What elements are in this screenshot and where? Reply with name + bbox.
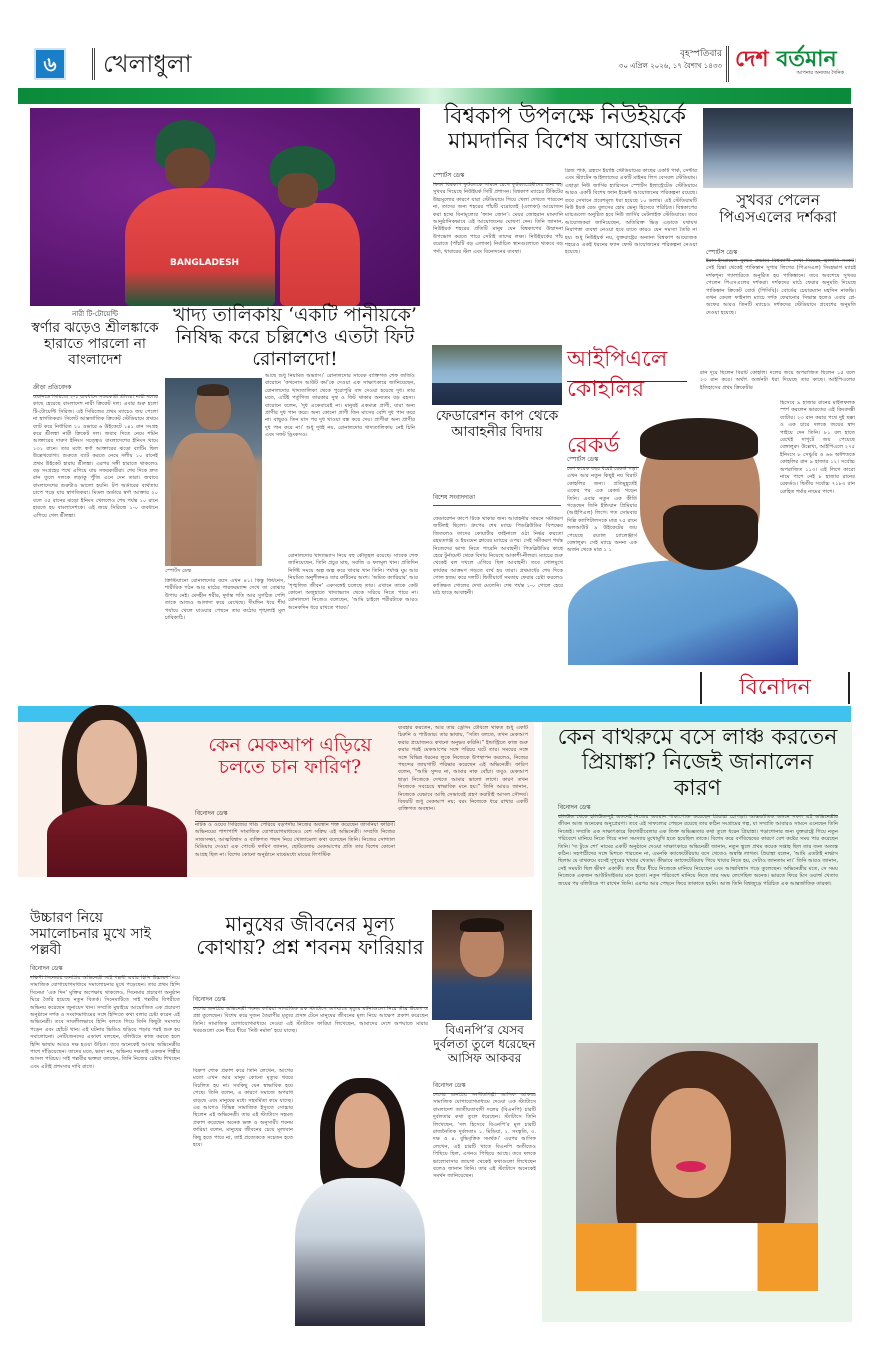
date-line: ৩০ এপ্রিল ২০২৬, ১৭ বৈশাখ ১৪৩৩ <box>618 62 722 70</box>
article-byline: বিনোদন ডেস্ক <box>558 802 838 816</box>
article-headline[interactable]: কেন মেকআপ এড়িয়ে চলতে চান ফারিণ? <box>208 734 372 778</box>
farin-photo[interactable] <box>32 685 187 877</box>
article-body: রোনালদোর খাদ্যাভ্যাস নিয়ে বহু কৌতূহল রয়েছে। সাবেক শেফ জানিয়েছেন, তিনি প্রচুর মাছ, সবজি ও ফলমূল খান। প্রতিদিন নির্দিষ্ট সময়ে অল্প অল্প করে খাবার খান তিনি। পর্যাপ্ত ঘুম আর নিয়মিত অনুশীলনও তার রুটিনের অংশ। ‘অমিত ক্যারিয়ার’ আর ‘শৃঙ্খলিত জীবন’ একসঙ্গেই চলেছে তার। এখানে তাকে কেউ কোনো অজুহাতে খাদ্যাভ্যাস থেকে সরিয়ে নিতে পারে না। রোনালদো নিজেও বলেছেন, ‘আমি চাইলে শরীরটাকে আরও অনেকদিন ধরে রাখতে পারব।’ <box>288 553 418 611</box>
article-headline-line3[interactable]: রেকর্ড <box>567 433 620 458</box>
article-body: দেশের জনপ্রিয় সংগীতশিল্পী আসিফ আকবর সামাজিক যোগাযোগমাধ্যমে দেওয়া এক স্ট্যাটাসে বাংলাদেশ জাতীয়তাবাদী দলের (বিএনপি) চারটি দুর্বলতার কথা তুলে ধরেছেন। স্ট্যাটাসে তিনি লিখেছেন, ‘দল হিসেবে বিএনপি’র মূল চারটি রাজনৈতিক দুর্বলতাঃ ১. মিডিয়া, ২. সংস্কৃতি, ৩. দক্ষ ও ৪. বুদ্ধিবৃত্তিক সমর্থক।’ এরপর আসিফ লেখেন, এই চারটি খাতে বিএনপি অতীতেও পিছিয়ে ছিল, এখনও পিছিয়ে আছে। তবে দলকে ভালোবাসার জায়গা থেকেই কথাগুলো লিখেছেন বলেও জানান তিনি। তার এই স্ট্যাটাসে অনেকেই সমর্থন জানিয়েছেন। <box>433 1092 536 1180</box>
photo-caption: স্পোর্টস ডেস্ক <box>165 568 192 574</box>
issue-date <box>619 48 722 72</box>
article-byline: স্পোর্টস ডেস্ক <box>706 247 854 261</box>
newspaper-logo[interactable] <box>735 46 850 82</box>
women-cricket-photo[interactable] <box>30 108 420 306</box>
article-body: বেশ কয়েক বছর ধরেই রেকর্ড গড়া এখন আর নতুন কিছুই নয় বিরাট কোহলির জন্য। প্রতিমুহূর্তেই একের পর এক রেকর্ড গড়েন তিনি। এবার নতুন এক কীর্তি গড়েছেন তিনি ইন্ডিয়ান প্রিমিয়ার (আইপিএল) লিগে। গত সোমবার দিল্লি ক্যাপিটালসকে মাত্র ৭৫ রানে অলআউট ৯ উইকেটের জয় পেয়েছে রয়্যাল চ্যালেঞ্জার্স বেঙ্গালুরু। সেই ম্যাচে অনন্য এক অর্জন থেকে মাত্র ১ ১ <box>567 466 637 554</box>
article-headline[interactable]: স্বর্ণার ঝড়েও শ্রীলঙ্কাকে হারাতে পারলো না বাংলাদেশ <box>31 320 159 369</box>
article-headline[interactable]: খাদ্য তালিকায় ‘একটি পানীয়কে’ নিষিদ্ধ করে চল্লিশেও এতটা ফিট রোনালদো! <box>173 304 417 370</box>
article-headline[interactable]: কেন বাথরুমে বসে লাঞ্চ করতেন প্রিয়াঙ্কা? নিজেই জানালেন কারণ <box>557 725 838 801</box>
priyanka-photo[interactable] <box>576 1043 818 1291</box>
article-byline: স্পোর্টস ডেস্ক <box>433 170 561 184</box>
article-body: বলিউড থেকে হলিউড-দুই অঙ্গনেই নিজের অবস্থান পাকাপোক্ত করেছেন প্রিয়াঙ্কা চোপড়া। আন্তর্জাতিক অঙ্গনে সফল এই অভিনেত্রীর জীবন আজ অনেকের অনুপ্রেরণা। তবে এই সাফল্যের পেছনে রয়েছে তার কঠিন সংগ্রামের গল্প, যা সম্প্রতি আবারও সামনে এনেছেন তিনি নিজেই। সম্প্রতি এক সাক্ষাৎকারে কিশোরীবেলার এক তিক্ত অভিজ্ঞতার কথা তুলে ধরেন প্রিয়াঙ্কা। পড়াশোনার জন্য যুক্তরাষ্ট্রে গিয়ে নতুন পরিবেশে মানিয়ে নিতে গিয়ে নানা সমস্যার মুখোমুখি হতে হয়েছিল তাকে। বিশেষ করে বর্ণবিদ্বেষের কারণে বেশ কষ্টের সময় পার করেছেন তিনি। ‘দ্য টুডে শো’ নামের একটি অনুষ্ঠানে দেওয়া সাক্ষাৎকারে অভিনেত্রী জানান, নতুন স্কুলে প্রথম কয়েক সপ্তাহ ছিল তার জন্য অত্যন্ত কঠিন। সহপাঠীদের সঙ্গে মিশতে পারতেন না, এমনকি ক্যাফেটেরিয়ায় বসে খেতেও অস্বস্তি লাগত। প্রিয়াঙ্কা বলেন, ‘আমি এতটাই নার্ভাস ছিলাম যে বাথরুমে বসেই দুপুরের খাবার খেতাম। কীভাবে ক্যাফেটেরিয়ায় গিয়ে খাবার নিতে হয়, সেটাও জানতাম না।’ তিনি আরও জানান, সেই সময়টা ছিল ভীষণ একাকী। তবে ধীরে ধীরে নিজেকে মানিয়ে নিয়েছেন এবং আত্মবিশ্বাস গড়ে তুলেছেন। অভিনেত্রীর মতে, সে সময় নিজেকে একজন আউটসাইডার মনে হতো। নতুন পরিবেশে মানিয়ে নিতে তার সময় লেগেছিল অনেক। ভারতে ফিরে মিস ওয়ার্ল্ড খেতাব জয়ের পর বলিউডে পা রাখেন তিনি। এরপর আর পেছনে ফিরে তাকাতে হয়নি। আজ তিনি বিশ্বজুড়ে পরিচিত এক আন্তর্জাতিক তারকা। <box>558 814 838 887</box>
article-headline[interactable]: বিশ্বকাপ উপলক্ষে নিউইয়র্কে মামদানির বিশেষ আয়োজন <box>443 104 687 155</box>
article-body: আছে শুধু নিয়মিত অভ্যাস।’ রোনালদোর সাবেক ব্যক্তিগত শেফ জর্জিও বারোনে ‘কখনোস আউট কর্ম’কে দেওয়া এক সাক্ষাৎকারে জানিয়েছেন, রোনালদোর খাদ্যতালিকা থেকে পুরোপুরি বাদ দেওয়া হয়েছে দুধ। তার মতে, এটিই পর্তুগিজ তারকার সুস্থ ও ফিট থাকার অন্যতম বড় রহস্য। বারোনে বলেন, ‘দুধ একেবারেই না। মানুষই একমাত্র প্রাণী, যারা অন্য প্রাণীর দুধ পান করে। অন্য কোনো প্রাণী তিন মাসের বেশি দুধ পান করে না। বাছুরও তিন মাস পর দুধ খাওয়া বন্ধ করে দেয়। প্রাণীরা অন্য প্রাণীর দুধ পান করে না।’ শুধু দুধই নয়, রোনালদোর খাদ্যতালিকায় নেই চিনি এবং সফট ড্রিংকসও। <box>265 373 415 439</box>
article-byline: বিনোদন ডেস্ক <box>193 994 428 1008</box>
logo-word-bortoman: বর্তমান <box>776 46 837 72</box>
page-number-badge: ৬ <box>34 48 66 80</box>
logo-tagline: আপনার অন্যতম দৈনিক <box>796 70 844 76</box>
article-body: নাটক ও ওয়েব সিরিজের গণ্ডি পেরিয়ে বড়পর্দায় নিজের অবস্থান শক্ত করেছেন তাসনিয়া ফারিণ। অভিনয়ের পাশাপাশি সামাজিক যোগাযোগমাধ্যমেও বেশ সক্রিয় এই অভিনেত্রী। সম্প্রতি নিজের সাজসজ্জা, আত্মবিশ্বাস ও ব্যক্তিগত পছন্দ নিয়ে খোলামেলা কথা বলেছেন তিনি। নিজের সোশ্যাল মিডিয়ায় দেওয়া এক পোস্টে ফারিণ জানান, ছোটবেলায় মেকআপের প্রতি তার বিশেষ কোনো আগ্রহ ছিল না। বিশেষ কোনো অনুষ্ঠানে মাঝেমধ্যে মায়ের লিপস্টিক <box>195 822 395 858</box>
article-body: বিদ্রুপ শোক প্রকাশ করে তিনি লেখেন, আগের মতো এখন আর মানুষ কোনো মৃত্যুর খবরে বিচলিত হয় না। সবকিছু যেন স্বাভাবিক হয়ে গেছে। তিনি বলেন, এ কারণে সমাজে অপরাধ বাড়ছে এবং মানুষের মধ্যে সহমর্মিতা কমে যাচ্ছে। এর আগেও বিভিন্ন সামাজিক ইস্যুতে সোচ্চার ছিলেন এই অভিনেত্রী। তার এই স্ট্যাটাসে সহমত প্রকাশ করেছেন অনেক ভক্ত ও অনুসারী। শবনম ফারিয়া বলেন, মানুষের জীবনের চেয়ে মূল্যবান কিছু হতে পারে না, তাই প্রত্যেককে সচেতন হতে হবে। <box>193 1068 293 1149</box>
weekday: বৃহস্পতিবার <box>680 49 722 59</box>
logo-word-desh: দেশ <box>735 46 769 72</box>
section-color-band <box>18 88 851 104</box>
article-headline[interactable]: উচ্চারণ নিয়ে সমালোচনার মুখে সাই পল্লবী <box>30 910 151 959</box>
section-title: খেলাধুলা <box>92 48 192 80</box>
article-byline: বিনোদন ডেস্ক <box>195 808 395 822</box>
article-body: হিসেবে ৯ হাজার রানের মাইলফলক স্পর্শ করলেন ভারতের এই কিংবদন্তী ব্যাটার। ২৩ রান করার পথে দুই ছক্কা ও এক চারে দলকে জয়ের স্বাদ পাইয়ে দেন তিনি। ৮১ বল হাতে রেখেই দাপুটে জয় পেয়েছে বেঙ্গালুরু। উল্লেখ্য, আইপিএলে ২৭৫ ইনিংসে ৮ সেঞ্চুরি ও ৬৬ অর্ধশতকে কোহলির রান ৯ হাজার ১২। সর্বোচ্চ অপরাজিত ১১৩। এই লিগে কারো নামে পাশে নেই ৮ হাজার রানের রেকর্ডও। দ্বিতীয় সর্বোচ্চ ৭১৮৩ রান রোহিত শর্মার নামের পাশে। <box>780 400 855 495</box>
article-byline: বিনোদন ডেস্ক <box>433 1080 535 1094</box>
article-headline[interactable]: ফেডারেশন কাপ থেকে আবাহনীর বিদায় <box>435 408 559 441</box>
jersey-text: BANGLADESH <box>170 258 240 268</box>
article-headline-line1[interactable]: আইপিএলে <box>567 342 687 382</box>
asif-akbar-photo[interactable] <box>432 910 532 1020</box>
article-byline: বিনোদন ডেস্ক <box>30 963 170 977</box>
article-body: ফিফা বিশ্বকাপ ফুটবলকে সামনে রেখে ফুটবলপ্রেমীদের জন্য বড় সুখবর দিয়েছে নিউইয়র্ক সিটি প্রশাসন। বিশ্বকাপ ম্যাচের টিকিটের উচ্চমূল্যের কারণে যারা স্টেডিয়ামে গিয়ে খেলা দেখতে পারবেন না, তাদের জন্য শহরের পাঁচটি বরোতেই (এলাকা) আয়োজন করা হচ্ছে বিনামূল্যের ‘ফ্যান জোন’। মেয়র জোহরান মামদানি আনুষ্ঠানিকভাবে এই আয়োজনের ঘোষণা দেন। তিনি জানান, নিউইয়র্ক শহরের প্রতিটি মানুষ যেন বিশ্বকাপের উন্মাদনা উপভোগ করতে পারে সেটাই তাদের লক্ষ্য। নিউইয়র্কের পাঁচ বরোতে (পাঁচটি বড় এলাকা) নির্বাচিত স্থানগুলোতে থাকবে বড় পর্দা, খাবারের স্টল এবং বিনোদনের ব্যবস্থা। <box>433 182 563 255</box>
header-divider <box>726 46 730 82</box>
article-body: ব্রিজ পার্ক, ব্রঙ্কসে ইয়াঙ্কি স্টেডিয়ামের কাছের একটি পার্ক, সেন্টার এবং স্ট্যাটেন আইল্যান্ডের একটি মাইনর লিগ বেসবল স্টেডিয়াম। এছাড়া নিউ জার্সির হ্যারিসনে স্পোর্টস ইলাস্ট্রেটেড স্টেডিয়ামে আরও একটি বিশেষ ফ্যান ইভেন্ট আয়োজনের পরিকল্পনা রয়েছে। তবে সেখানে প্রবেশমূল্য ধরা হয়েছে ১০ ডলার। এই স্টেডিয়ামটি নিউ ইয়র্ক রেড বুলসের হোম ভেন্যু হিসেবে পরিচিত। বিশ্বকাপের ম্যাচগুলো অনুষ্ঠিত হবে নিউ জার্সির মেটলাইফ স্টেডিয়ামে। তবে আয়োজকরা জানিয়েছেন, অতিরিক্ত ভিড় এড়াতে যথাযথ নিরাপত্তা ব্যবস্থা নেওয়া হবে যাতে কারও যেন সমস্যা তৈরি না হয়। শুধু নিউইয়র্ক নয়, যুক্তরাষ্ট্রের অন্যান্য বিশ্বকাপ আয়োজক শহরেও একই ধরনের ফ্যান ফেস্ট আয়োজনের পরিকল্পনা নেওয়া হয়েছে। <box>565 168 697 256</box>
article-body: রান দূরে ছিলেন বিরাট কোহলি। দলের জয়ে অপরাজিত ছিলেন ১৫ বলে ২৩ রান করে। অর্থাৎ অর্জনটা ধরা দিয়েছে তার কাছে। আইপিএলের ইতিহাসের প্রথম ক্রিকেটার <box>700 370 855 391</box>
article-kicker: নারী টি-টোয়েন্টি <box>72 310 118 318</box>
article-byline: স্পোর্টস ডেস্ক <box>567 454 639 468</box>
team-photo[interactable] <box>432 345 562 405</box>
article-byline: বিশেষ সংবাদদাতা <box>433 492 561 506</box>
psl-crowd-photo[interactable] <box>703 108 853 188</box>
article-body: দেশের জনপ্রিয় অভিনেত্রী শবনম ফারিয়া সাম্প্রতিক এক স্ট্যাটাসে অপঘাতে মৃত্যুর ঘটনাগুলো নিয়ে তীব্র উদ্বেগ ও প্রশ্ন তুলেছেন। বিশেষ করে দুজন তৈরাণীর মৃত্যুর প্রসঙ্গ টেনে মানুষের জীবনের মূল্য নিয়ে আক্ষেপ প্রকাশ করেছেন তিনি। সামাজিক যোগাযোগমাধ্যমে দেওয়া এই স্ট্যাটাসে ফারিয়া লিখেছেন, আমাদের দেশে অপঘাতে মারার খবরগুলো যেন ধীরে ধীরে ‘নিউ নর্মাল’ হয়ে যাচ্ছে। <box>193 1006 428 1035</box>
article-body: ফেডারেশন কাপে টিকে থাকার জন্য আবাহনীর সামনে সমীকরণ জটিলই ছিলো। গ্রুপের শেষ ম্যাচে পিডব্লিউডির বিপক্ষের জিতলেও তাদের কোয়ার্টার ফাইনালে ওঠা নির্ভর করতো রহমতগঞ্জ ও ইয়ংমেন ক্লাবের ম্যাচের ওপর। সেই সমীকরণ পর্যন্ত নিজেদের ভাগ্য নিতে পারেনি আবাহনী। পিডব্লিউডির কাছে হেরে টুর্নামেন্ট থেকে বিদায় নিয়েছে আকাশী-নীলরা। ম্যাচের শুরু থেকেই বল দখলে এগিয়ে ছিল আবাহনী। তবে গোলমুখে কার্যকর আক্রমণ গড়তে ব্যর্থ হয় তারা। প্রথমার্ধের শেষ দিকে গোল হজম করে দলটি। দ্বিতীয়ার্ধে সমতায় ফেরার চেষ্টা করলেও কাঙ্ক্ষিত গোলের দেখা মেলেনি। শেষ পর্যন্ত ১-০ গোলে হেরে মাঠ ছাড়ে আবাহনী। <box>433 516 563 597</box>
article-byline: ক্রীড়া প্রতিবেদক <box>33 382 158 396</box>
article-body: ইরান-ইসরায়েল যুদ্ধের প্রভাবে বিশ্বব্যাপী দেখা দিয়েছে জ্বালানি সংকট। সেই চিন্তা থেকেই পাকিস্তান সুপার লিগের (পিএসএল) সিংহভাগ ম্যাচই দর্শকশূন্য গ্যালারিতে অনুষ্ঠিত হয় পাকিস্তানে। তবে অবশেষে সুখবর পেলেন পিএসএলের দর্শকরা। দর্শকদের মাঠে ফেরার অনুমতি দিয়েছে পাকিস্তান ক্রিকেট বোর্ড (পিসিবি)। বোর্ডের চেয়ারম্যান মহসিন নাকভি। তখন কেবল ফাইনাল ম্যাচে দর্শক ফেরানোর সিদ্ধান্ত হলেও এবার প্লে-অফের আরও তিনটি ম্যাচেও দর্শকদের স্টেডিয়ামে প্রবেশের অনুমতি দেওয়া হয়েছে। <box>706 258 856 316</box>
article-body: দক্ষিণী সিনেমার জনপ্রিয় অভিনেত্রী সাই পল্লবী এবার হিন্দি উচ্চারণ নিয়ে সামাজিক যোগাযোগমাধ্যমে সমালোচনার মুখে পড়েছেন। তার প্রথম হিন্দি সিনেমা ‘এক দিন’ মুক্তির অপেক্ষায় থাকলেও, সিনেমার প্রচারণা অনুষ্ঠান ঘিরে তৈরি হয়েছে নতুন বিতর্ক। সিনেমাটিতে সাই পল্লবীর বিপরীতে অভিনয় করেছেন জুনায়েদ খান। সম্প্রতি মুম্বাইয়ে আয়োজিত এক প্রচারণা অনুষ্ঠানে দর্শক ও সংবাদমাধ্যমের সঙ্গে হিন্দিতে কথা বলার চেষ্টা করেন এই অভিনেত্রী। তবে সাবলীলভাবে হিন্দি বলতে গিয়ে তিনি কিছুটা সমস্যায় পড়েন এবং হোঁচট খান। এই ঘটনার ভিডিও ছড়িয়ে পড়ার পরই শুরু হয় সমালোচনা। নেটিজেনদের একাংশ বলছেন, বলিউডে কাজ করতে হলে হিন্দি ভাষায় আরও দক্ষ হওয়া উচিত। তবে অনেকেই আবার অভিনেত্রীর পাশে দাঁড়িয়েছেন। তাদের মতে, ভাষা নয়, অভিনয় দক্ষতাই একজন শিল্পীর আসল পরিচয়। সাই পল্লবীর ভক্তরা বলছেন, তিনি নিজের চেষ্টায় শিখছেন এবং এটাই প্রশংসার দাবি রাখে। <box>30 975 180 1070</box>
article-body: ওয়ানডে সিরিজে ২-১ ব্যবধানে সফরকারী শ্রীলঙ্কা নারী দলের কাছে হেরেছে বাংলাদেশ নারী ক্রিকেট দল। এবার শুরু হলো টি-টোয়েন্টি সিরিজ। এই সিরিজের প্রথম ম্যাচেও জয় পেলো না স্বাগতিকরা। সিলেট আন্তর্জাতিক ক্রিকেট স্টেডিয়ামে প্রথমে ব্যাট করে নির্ধারিত ২০ ওভারে ৬ উইকেটে ১৪১ রান সংগ্রহ করে শ্রীলঙ্কা নারী ক্রিকেট দল। জবাব দিতে নেমে শর্মিন আক্তারের দারুণ ইনিংস সত্ত্বেও বাংলাদেশের ইনিংস থামে ১৩১ রানে। তার মধ্যে স্বর্ণা আক্তারের ঝড়ো ব্যাটিং ছিল উল্লেখযোগ্য। শুরুতে ব্যাট করতে নেমে দলীয় ১০ রানেই প্রথম উইকেট হারায় শ্রীলঙ্কা। এরপর সঙ্গী হারাতে থাকলেও বড় সংগ্রহের পথে এগিয়ে যায় সফরকারীরা। শেষ দিকে দ্রুত রান তুলে দলকে লড়াকু পুঁজি এনে দেন তারা। জবাবে বাংলাদেশের শুরুটাও ভালো হয়নি। টপ অর্ডারের ব্যর্থতায় চাপে পড়ে যায় স্বাগতিকরা। মিডল অর্ডারে স্বর্ণা আক্তার ২০ বলে ৩৫ রানের ঝড়ো ইনিংস খেললেও শেষ পর্যন্ত ১০ রানে হারতে হয় বাংলাদেশকে। এই জয়ে সিরিজে ১-০ ব্যবধানে এগিয়ে গেল শ্রীলঙ্কা। <box>33 394 158 519</box>
article-headline-line2[interactable]: কোহলির <box>567 377 645 402</box>
entertainment-section-label: বিনোদন <box>700 672 850 704</box>
article-headline[interactable]: মানুষের জীবনের মূল্য কোথায়? প্রশ্ন শবনম ফারিয়ার <box>196 912 424 959</box>
article-body: ব্যবহার করতেন, আর তার ড্রেসিং টেবিলে থাকত শুধু একটি চিরুনি ও পাউডার। তার ভাষায়, “সত্যি বলতে, তখন মেকআপ করার প্রয়োজনও কখনো অনুভব করিনি।” ইন্ডাস্ট্রিতে কাজ শুরু করার পরই মেকআপের সঙ্গে পরিচয় ঘটে তার। সময়ের সঙ্গে সঙ্গে বিভিন্ন ধরনের লুকে নিজেকে উপস্থাপন করলেও, নিজের পছন্দের জায়গাটি পরিষ্কার করেছেন এই অভিনেত্রী। ফারিণ বলেন, “আমি সুন্দর না, আমার নাক বোঁচা। তবুও মেকআপ ছাড়া নিজেকে দেখতে আমার ভালো লাগে। কারণ তখন নিজেকে সবচেয়ে স্বাভাবিক মনে হয়।” তিনি আরও জানান, নিজেকে যেভাবে আছি সেভাবেই গ্রহণ করাটাই আসল সৌন্দর্য। বিষয়টি শুধু মেকআপ নয়; বরং নিজেকে ধরে রাখার একটি ব্যক্তিগত অবস্থান। <box>398 725 528 813</box>
ronaldo-photo[interactable] <box>165 378 262 566</box>
shabnam-photo[interactable] <box>295 1068 425 1326</box>
article-headline[interactable]: বিএনপি’র যেসব দুর্বলতা তুলে ধরেছেন আসিফ আকবর <box>433 1023 536 1065</box>
article-headline[interactable]: সুখবর পেলেন পিএসএলের দর্শকরা <box>719 191 837 227</box>
article-body: ক্রিস্টিয়ানো রোনালদোর বয়স এখন ৪১। কিন্তু ফিটনেস, শারীরিক গঠন আর মাঠের পারফরম্যান্স দেখে তা বোঝার উপায় নেই। মেদহীন শরীর, দুর্দান্ত গতি আর সুগঠিত পেশি তাকে আজও আলাদা করে রেখেছে। দীর্ঘদিন ধরে শীর্ষ পর্যায়ে খেলে যাওয়ার পেছনে তার কঠোর শৃঙ্খলাই মূল চাবিকাঠি। <box>165 578 285 622</box>
